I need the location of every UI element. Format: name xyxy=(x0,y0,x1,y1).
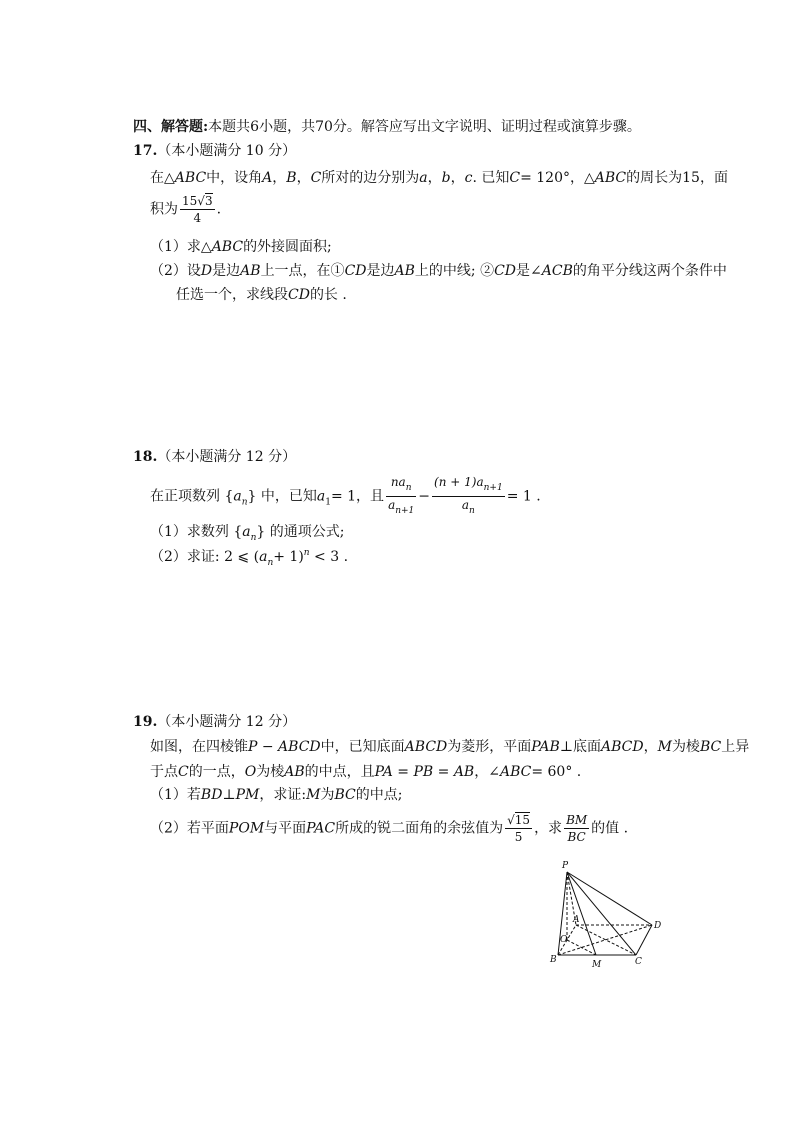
text: C xyxy=(509,170,521,186)
text: AB xyxy=(394,263,415,279)
text: ， xyxy=(450,170,465,186)
text: ACB xyxy=(541,263,573,279)
ratio-fraction xyxy=(564,812,589,845)
q19-header xyxy=(133,711,296,731)
text: 中，设角 xyxy=(206,170,263,186)
fraction-2 xyxy=(432,474,505,519)
text: （1）若 xyxy=(150,787,201,803)
text: D xyxy=(200,263,213,279)
text: 于点 xyxy=(150,764,178,780)
text: 为棱 xyxy=(256,764,285,780)
label-O: O xyxy=(560,935,568,945)
label-D: D xyxy=(654,921,662,931)
text: a xyxy=(233,488,242,505)
q17-header xyxy=(133,140,296,160)
text: 5 xyxy=(514,830,523,844)
q18-header xyxy=(133,446,296,466)
text: 是∠ xyxy=(516,263,542,279)
text: ABC xyxy=(211,239,244,255)
text: a xyxy=(419,170,428,186)
text: = 1，且 xyxy=(330,488,385,505)
text: PAC xyxy=(306,820,336,837)
text: 为 xyxy=(320,787,335,803)
text: 是边 xyxy=(366,263,395,279)
q17-score: （本小题满分 10 分） xyxy=(157,143,297,159)
text: a xyxy=(259,549,268,565)
q17-part2-cont xyxy=(176,284,347,304)
text: 4 xyxy=(193,211,202,225)
text: = 120°，△ xyxy=(520,170,595,186)
text: 15 xyxy=(182,194,198,208)
section-heading: 四、解答题: xyxy=(133,119,209,135)
label-P: P xyxy=(562,861,569,871)
text: } 的通项公式; xyxy=(256,524,345,540)
text: BC xyxy=(334,787,356,803)
text: ABCD xyxy=(600,739,644,755)
text: PA = PB = AB xyxy=(374,764,475,780)
text: C xyxy=(310,170,322,186)
text: O xyxy=(244,764,257,780)
text: a xyxy=(242,524,251,540)
text: a xyxy=(388,498,396,512)
text: （2）设 xyxy=(150,263,201,279)
text: n xyxy=(303,548,310,558)
q18-stem xyxy=(150,474,541,519)
text: 上异 xyxy=(721,739,750,755)
text: BD xyxy=(200,787,223,803)
q19-part1 xyxy=(150,784,402,804)
text: PAB xyxy=(531,739,560,755)
text: ，求证: xyxy=(259,787,307,803)
text: M xyxy=(306,787,321,803)
edge-CD xyxy=(636,925,652,955)
q18-number: 18. xyxy=(133,449,158,465)
text: ，求 xyxy=(534,820,563,837)
text: a xyxy=(461,498,470,512)
text: 的中点; xyxy=(355,787,403,803)
text: 的值 . xyxy=(591,820,629,837)
q17-stem xyxy=(150,167,728,187)
text: PM xyxy=(235,787,260,803)
text: 1 xyxy=(325,497,331,508)
text: 为棱 xyxy=(671,739,700,755)
text: BC xyxy=(567,830,586,844)
text: 15 xyxy=(514,813,531,827)
text: （2）若平面 xyxy=(150,820,229,837)
text: 的角平分线这两个条件中 xyxy=(572,263,727,279)
pyramid-figure xyxy=(540,858,670,973)
fraction-1 xyxy=(386,474,416,519)
text: 的中点，且 xyxy=(304,764,375,780)
text: ， xyxy=(643,739,658,755)
text: CD xyxy=(288,287,310,303)
label-A: A xyxy=(573,915,580,925)
text: a xyxy=(316,488,326,505)
text: ABCD xyxy=(404,739,448,755)
text: （1）求△ xyxy=(150,239,212,255)
q18-part2 xyxy=(150,546,348,568)
text: b xyxy=(441,170,451,186)
text: n+1 xyxy=(395,506,415,516)
q19-part2 xyxy=(150,812,628,845)
text: n xyxy=(241,497,248,508)
text: . 已知 xyxy=(472,170,510,186)
text: ABC xyxy=(594,170,627,186)
text: n xyxy=(267,558,274,568)
text: 任选一个，求线段 xyxy=(176,287,288,303)
q17-part1 xyxy=(150,236,332,256)
text: = 1 . xyxy=(506,488,541,505)
text: C xyxy=(178,764,189,780)
section-instruction: 本题共6小题，共70分。解答应写出文字说明、证明过程或演算步骤。 xyxy=(208,119,641,135)
text: n xyxy=(405,483,412,493)
text: P − ABCD xyxy=(248,739,321,755)
text: 的外接圆面积; xyxy=(243,239,332,255)
q18-score: （本小题满分 12 分） xyxy=(157,449,297,465)
text: na xyxy=(390,475,406,489)
text: c xyxy=(464,170,473,186)
q19-number: 19. xyxy=(133,714,158,730)
q18-part1 xyxy=(150,521,345,543)
text: ABC xyxy=(174,170,207,186)
text: （2）求证: 2 ⩽ ( xyxy=(150,549,260,565)
text: 在正项数列 { xyxy=(150,488,234,505)
text: CD xyxy=(494,263,517,279)
label-B: B xyxy=(550,955,557,965)
text: n xyxy=(469,506,475,516)
text: 中，已知底面 xyxy=(320,739,405,755)
text: 与平面 xyxy=(264,820,307,837)
text: CD xyxy=(344,263,367,279)
text: 上的中线; ② xyxy=(414,263,495,279)
text: 所成的锐二面角的余弦值为 xyxy=(335,820,504,837)
text: AB xyxy=(284,764,305,780)
text: AB xyxy=(240,263,261,279)
text: BC xyxy=(699,739,722,755)
text: ，∠ xyxy=(474,764,500,780)
text: = 60° . xyxy=(531,764,582,780)
q19-line1 xyxy=(150,736,749,756)
q17-area-line xyxy=(150,193,221,226)
text: 如图，在四棱锥 xyxy=(150,739,248,755)
text: 在△ xyxy=(150,170,175,186)
text: 3 xyxy=(204,194,213,208)
text: ， xyxy=(427,170,442,186)
q19-line2 xyxy=(150,761,581,781)
cosine-fraction: $\frac{√15}{5}$ xyxy=(507,813,531,844)
text: 上一点，在① xyxy=(260,263,345,279)
text: 所对的边分别为 xyxy=(321,170,420,186)
text: + 1) xyxy=(273,549,304,565)
text: } 中，已知 xyxy=(247,488,317,505)
text: BM xyxy=(566,813,588,827)
text: − xyxy=(418,488,431,505)
text: ⊥ xyxy=(222,787,236,803)
text: （1）求数列 { xyxy=(150,524,243,540)
text: n xyxy=(250,533,257,543)
area-fraction: $\frac{15√3}{4}$ xyxy=(182,194,213,225)
text: n+1 xyxy=(483,483,503,493)
text: ABC xyxy=(499,764,532,780)
text: POM xyxy=(228,820,265,837)
text: ， xyxy=(272,170,287,186)
text: 积为 xyxy=(150,201,178,218)
text: A xyxy=(262,170,273,186)
label-C: C xyxy=(635,957,642,967)
section-header xyxy=(133,116,641,136)
text: 的周长为15，面 xyxy=(626,170,728,186)
q17-part2 xyxy=(150,260,727,280)
edge-PD xyxy=(567,872,652,925)
text: 为菱形，平面 xyxy=(447,739,532,755)
text: 的长 . xyxy=(309,287,347,303)
text: (n + 1)a xyxy=(434,475,484,489)
text: . xyxy=(216,201,222,218)
text: 是边 xyxy=(212,263,241,279)
text: B xyxy=(286,170,297,186)
text: ⊥底面 xyxy=(559,739,601,755)
q17-number: 17. xyxy=(133,143,158,159)
label-M: M xyxy=(592,960,602,970)
text: ， xyxy=(296,170,311,186)
text: < 3 . xyxy=(309,549,349,565)
text: M xyxy=(657,739,672,755)
edge-PC xyxy=(567,872,636,955)
text: 的一点， xyxy=(188,764,245,780)
q19-score: （本小题满分 12 分） xyxy=(157,714,297,730)
